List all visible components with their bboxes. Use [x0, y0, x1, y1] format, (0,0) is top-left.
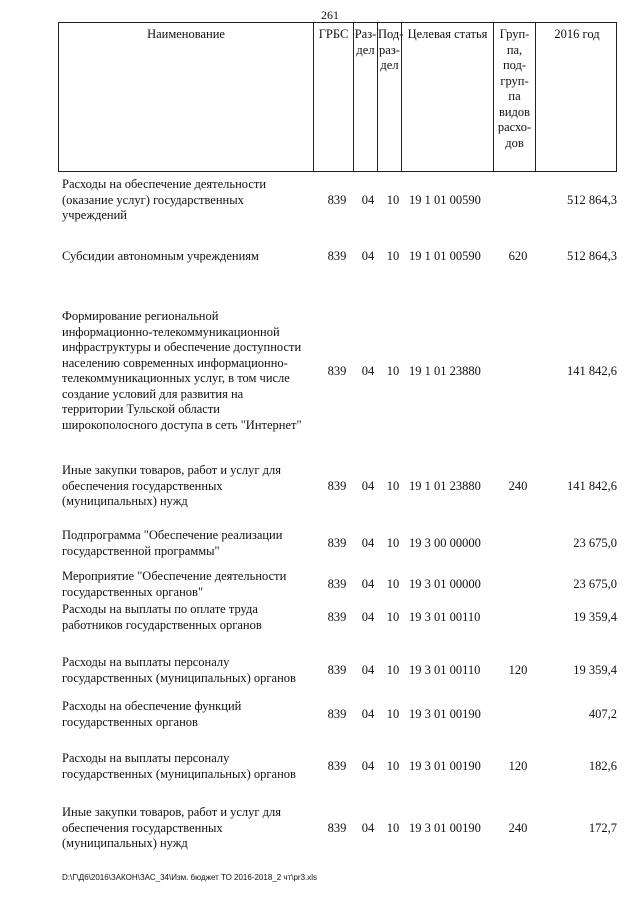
row-sum: 512 864,3 [567, 193, 617, 207]
row-sum: 172,7 [588, 821, 617, 835]
row-razdel: 04 [361, 536, 375, 550]
row-name: Субсидии автономным учреждениям [62, 249, 259, 263]
row-sum: 19 359,4 [573, 663, 617, 677]
row-razdel: 04 [361, 364, 375, 378]
row-celevaya: 19 3 01 00190 [409, 707, 481, 721]
row-sum: 512 864,3 [567, 249, 617, 263]
row-podrazdel: 10 [386, 610, 400, 624]
row-sum: 19 359,4 [573, 610, 617, 624]
row-celevaya: 19 1 01 00590 [409, 193, 481, 207]
row-vid: 120 [508, 759, 528, 773]
row-grbs: 839 [327, 821, 347, 835]
header-vid: Груп- па, под- груп- па видов расхо- дов [494, 23, 536, 171]
row-sum: 141 842,6 [567, 479, 617, 493]
row-podrazdel: 10 [386, 479, 400, 493]
row-vid: 240 [508, 821, 528, 835]
row-grbs: 839 [327, 663, 347, 677]
row-sum: 23 675,0 [573, 577, 617, 591]
row-celevaya: 19 1 01 23880 [409, 479, 481, 493]
header-razdel: Раз- дел [354, 23, 378, 171]
page-number: 261 [321, 8, 339, 22]
row-grbs: 839 [327, 610, 347, 624]
row-name: Расходы на обеспечение функций государственных органов [62, 699, 242, 729]
row-grbs: 839 [327, 759, 347, 773]
row-sum: 407,2 [588, 707, 617, 721]
row-razdel: 04 [361, 663, 375, 677]
row-grbs: 839 [327, 577, 347, 591]
row-podrazdel: 10 [386, 707, 400, 721]
row-podrazdel: 10 [386, 536, 400, 550]
row-celevaya: 19 3 00 00000 [409, 536, 481, 550]
row-razdel: 04 [361, 479, 375, 493]
row-celevaya: 19 1 01 23880 [409, 364, 481, 378]
row-razdel: 04 [361, 759, 375, 773]
row-grbs: 839 [327, 707, 347, 721]
row-grbs: 839 [327, 249, 347, 263]
row-razdel: 04 [361, 249, 375, 263]
row-podrazdel: 10 [386, 364, 400, 378]
header-name: Наименование [59, 23, 314, 171]
row-name: Подпрограмма "Обеспечение реализации государственной программы" [62, 528, 283, 558]
row-name: Формирование региональной информационно-телекоммуникационной инфраструктуры и обеспечение доступности населению современных информационно- телекоммуникационных услуг, в том числе создание условий для развития на территории Тульской области широкополосного доступа в сеть "Интернет" [62, 309, 302, 432]
row-podrazdel: 10 [386, 759, 400, 773]
row-name: Иные закупки товаров, работ и услуг для обеспечения государственных (муниципальных) нужд [62, 463, 282, 508]
row-name: Расходы на обеспечение деятельности (оказание услуг) государственных учреждений [62, 177, 267, 222]
row-grbs: 839 [327, 364, 347, 378]
row-celevaya: 19 3 01 00000 [409, 577, 481, 591]
header-podrazdel: Под- раз- дел [378, 23, 402, 171]
row-celevaya: 19 3 01 00110 [409, 663, 481, 677]
row-vid: 620 [508, 249, 528, 263]
row-celevaya: 19 1 01 00590 [409, 249, 481, 263]
header-grbs: ГРБС [314, 23, 354, 171]
row-podrazdel: 10 [386, 663, 400, 677]
header-year: 2016 год [554, 27, 600, 41]
header-celevaya: Целевая статья [402, 23, 494, 171]
row-grbs: 839 [327, 479, 347, 493]
row-grbs: 839 [327, 536, 347, 550]
row-vid: 240 [508, 479, 528, 493]
row-name: Мероприятие "Обеспечение деятельности государственных органов" [62, 569, 287, 599]
row-celevaya: 19 3 01 00110 [409, 610, 481, 624]
row-grbs: 839 [327, 193, 347, 207]
table-header [58, 22, 617, 172]
row-sum: 182,6 [588, 759, 617, 773]
row-podrazdel: 10 [386, 821, 400, 835]
row-razdel: 04 [361, 821, 375, 835]
row-celevaya: 19 3 01 00190 [409, 821, 481, 835]
row-name: Расходы на выплаты персоналу государственных (муниципальных) органов [62, 655, 296, 685]
row-sum: 23 675,0 [573, 536, 617, 550]
row-razdel: 04 [361, 610, 375, 624]
row-vid: 120 [508, 663, 528, 677]
row-podrazdel: 10 [386, 249, 400, 263]
row-name: Расходы на выплаты по оплате труда работников государственных органов [62, 602, 262, 632]
row-celevaya: 19 3 01 00190 [409, 759, 481, 773]
file-path-footer: D:\Г\Д6\2016\ЗАКОН\ЗАС_34\Изм. бюджет ТО 2016-2018_2 чт\pr3.xls [62, 873, 318, 882]
row-name: Иные закупки товаров, работ и услуг для обеспечения государственных (муниципальных) нужд [62, 805, 282, 850]
row-name: Расходы на выплаты персоналу государственных (муниципальных) органов [62, 751, 296, 781]
row-podrazdel: 10 [386, 193, 400, 207]
row-razdel: 04 [361, 577, 375, 591]
row-razdel: 04 [361, 193, 375, 207]
row-podrazdel: 10 [386, 577, 400, 591]
row-razdel: 04 [361, 707, 375, 721]
row-sum: 141 842,6 [567, 364, 617, 378]
